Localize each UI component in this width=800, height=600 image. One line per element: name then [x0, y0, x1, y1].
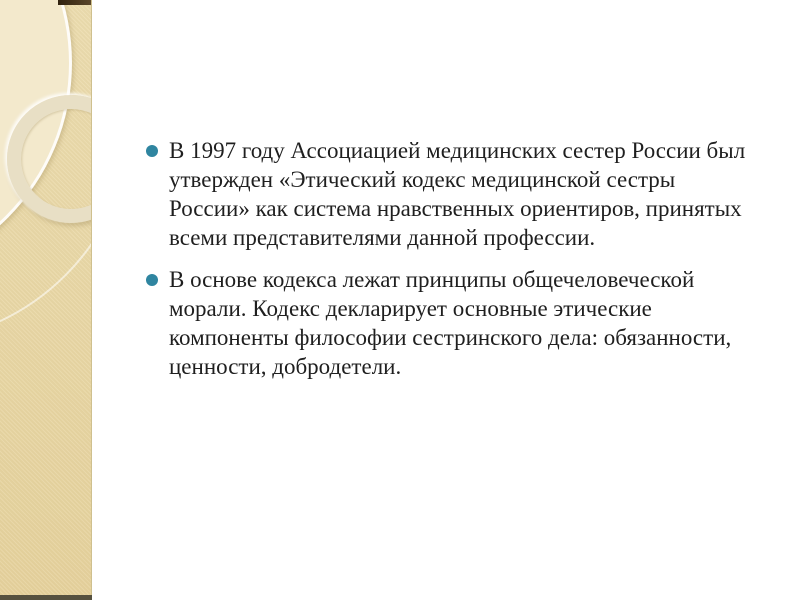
bullet-list [146, 136, 766, 381]
bullet-marker-icon [146, 274, 158, 286]
bullet-item [146, 265, 766, 381]
decorative-sidebar [0, 0, 92, 600]
bullet-text: В основе кодекса лежат принципы общечеловеческой морали. Кодекс декларирует основные этические компоненты философии сестринского дела: обязанности, ценности, добродетели. [169, 267, 732, 379]
slide-body [146, 136, 766, 394]
bullet-marker-icon [146, 145, 158, 157]
bottom-accent-bar [0, 595, 92, 600]
bullet-item [146, 136, 766, 252]
top-accent-bar [58, 0, 91, 5]
bullet-text: В 1997 году Ассоциацией медицинских сестер России был утвержден «Этический кодекс медицинской сестры России» как система нравственных ориентиров, принятых всеми представителями данной профессии. [169, 138, 746, 250]
